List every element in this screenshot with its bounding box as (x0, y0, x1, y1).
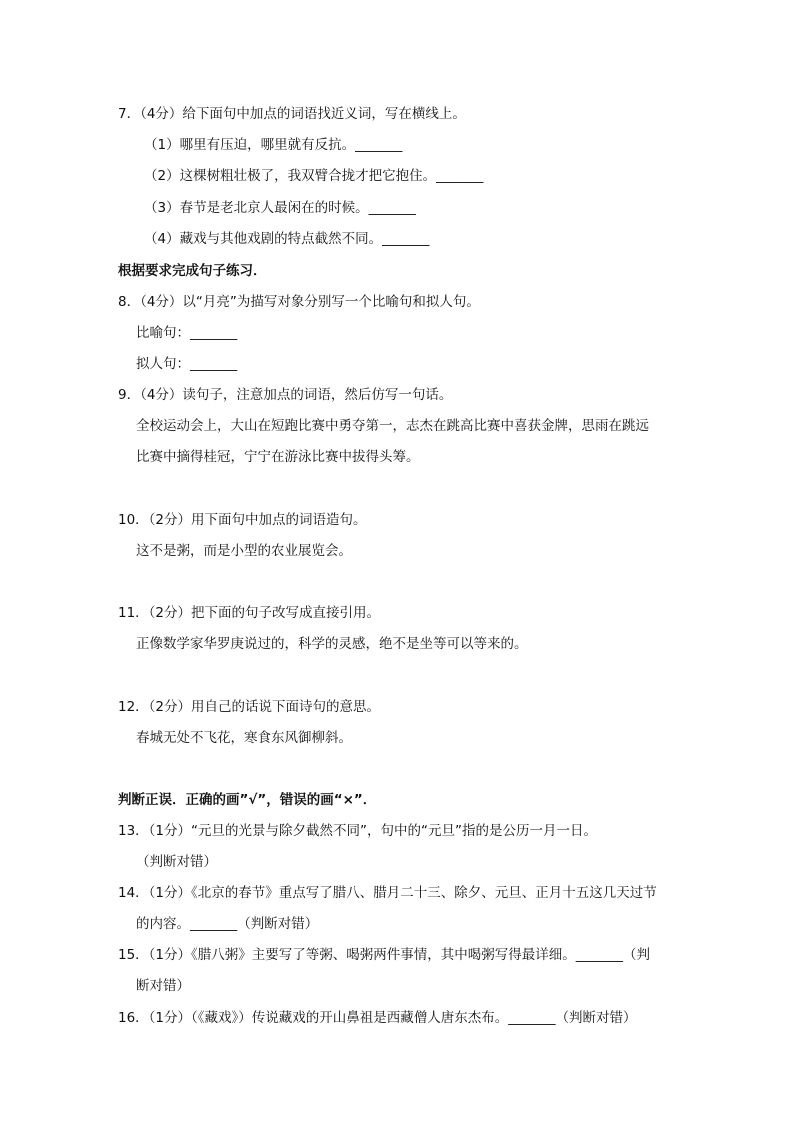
q12-stem: 12．（2分）用自己的话说下面诗句的意思。 (118, 699, 381, 715)
q11-stem: 11．（2分）把下面的句子改写成直接引用。 (118, 605, 381, 621)
q15-line-2: 断对错） (136, 978, 190, 994)
q16-line-1: 16．（1分）（《藏戏》）传说藏戏的开山鼻祖是西藏僧人唐东杰布。_______（判断对错） (118, 1010, 637, 1026)
section-heading-sentences: 根据要求完成句子练习． (118, 263, 267, 279)
q14-line-1: 14．（1分）《北京的春节》重点写了腊八、腊月二十三、除夕、元旦、正月十五这几天过节 (118, 885, 657, 901)
q7-item-3: （3）春节是老北京人最闲在的时候。_______ (144, 200, 416, 216)
q10-stem: 10．（2分）用下面句中加点的词语造句。 (118, 512, 367, 528)
q10-text: 这不是粥，而是小型的农业展览会。 (136, 543, 352, 559)
q8-item-simile: 比喻句：_______ (136, 325, 238, 341)
q7-stem: 7．（4分）给下面句中加点的词语找近义词，写在横线上。 (118, 106, 466, 122)
q9-text-line-1: 全校运动会上，大山在短跑比赛中勇夺第一，志杰在跳高比赛中喜获金牌，思雨在跳远 (136, 418, 649, 434)
q7-item-2: （2）这棵树粗壮极了，我双臂合拢才把它抱住。_______ (144, 168, 484, 184)
q15-line-1: 15．（1分）《腊八粥》主要写了等粥、喝粥两件事情，其中喝粥写得最详细。_______（判 (118, 947, 651, 963)
q8-stem: 8．（4分）以“月亮”为描写对象分别写一个比喻句和拟人句。 (118, 294, 480, 310)
q9-text-line-2: 比赛中摘得桂冠，宁宁在游泳比赛中拔得头筹。 (136, 449, 420, 465)
q13-line-2: （判断对错） (136, 854, 217, 870)
q14-line-2: 的内容。_______（判断对错） (136, 916, 319, 932)
q12-text: 春城无处不飞花，寒食东风御柳斜。 (136, 730, 352, 746)
q8-item-personification: 拟人句：_______ (136, 356, 238, 372)
q9-stem: 9．（4分）读句子，注意加点的词语，然后仿写一句话。 (118, 387, 453, 403)
q13-line-1: 13．（1分）“元旦的光景与除夕截然不同”，句中的“元旦”指的是公历一月一日。 (118, 823, 597, 839)
q7-item-1: （1）哪里有压迫，哪里就有反抗。_______ (144, 137, 403, 153)
q7-item-4: （4）藏戏与其他戏剧的特点截然不同。_______ (144, 231, 430, 247)
section-heading-judge: 判断正误．正确的画”√”，错误的画“×”． (118, 792, 377, 808)
q11-text: 正像数学家华罗庚说过的，科学的灵感，绝不是坐等可以等来的。 (136, 636, 528, 652)
